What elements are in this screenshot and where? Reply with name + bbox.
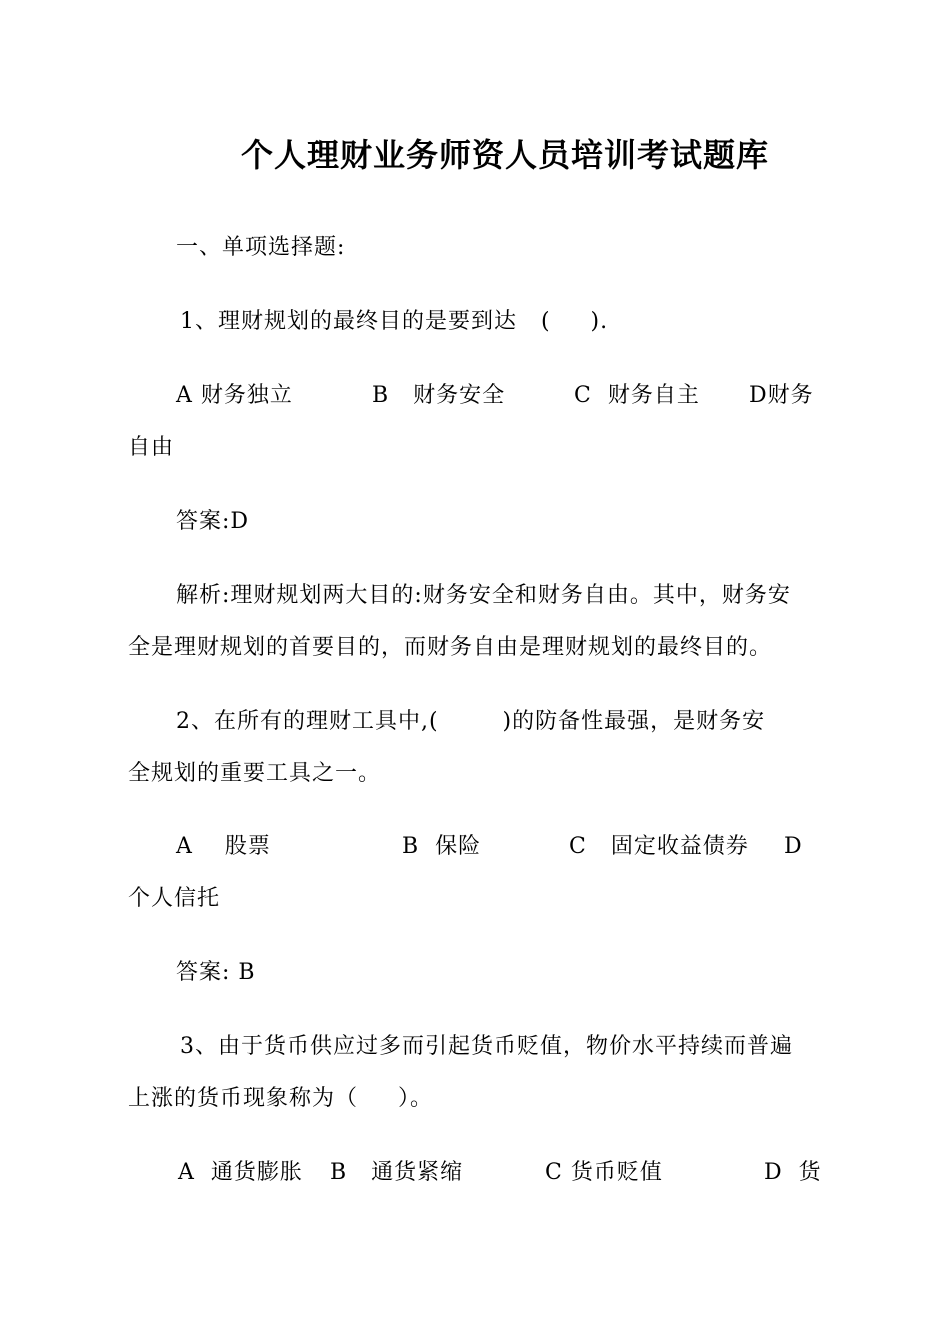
question-3-stem-line-2: 上涨的货币现象称为（ ）。 xyxy=(128,1086,433,1111)
question-2-option-a: A 股票 xyxy=(176,834,271,859)
question-1-option-b: B 财务安全 xyxy=(372,383,506,408)
document-title: 个人理财业务师资人员培训考试题库 xyxy=(240,136,769,174)
question-1-analysis-line-1: 解析:理财规划两大目的:财务安全和财务自由。其中，财务安 xyxy=(176,583,791,608)
question-2-stem-line-1: 2、在所有的理财工具中,( )的防备性最强，是财务安 xyxy=(176,709,766,734)
question-3-option-c: C 货币贬值 xyxy=(545,1160,663,1185)
question-1-analysis-line-2: 全是理财规划的首要目的，而财务自由是理财规划的最终目的。 xyxy=(128,635,773,660)
question-3-option-d: D 货 xyxy=(764,1160,822,1185)
section-heading: 一、单项选择题: xyxy=(176,235,346,260)
question-2-answer: 答案: B xyxy=(176,960,256,985)
question-2-option-d: D xyxy=(784,834,803,859)
question-2-option-d-continued: 个人信托 xyxy=(128,886,221,911)
question-1-option-c: C 财务自主 xyxy=(574,383,700,408)
question-1-option-d: D财务 xyxy=(749,383,814,408)
question-1-option-d-continued: 自由 xyxy=(128,435,175,460)
question-1-stem: 1、理财规划的最终目的是要到达 ( ). xyxy=(180,309,609,334)
question-2-option-b: B 保险 xyxy=(402,834,482,859)
question-1-option-a: A 财务独立 xyxy=(176,383,293,408)
question-3-option-b: B 通货紧缩 xyxy=(330,1160,464,1185)
question-2-option-c: C 固定收益债券 xyxy=(569,834,749,859)
question-1-answer: 答案:D xyxy=(176,509,250,534)
question-2-stem-line-2: 全规划的重要工具之一。 xyxy=(128,761,382,786)
question-3-option-a: A 通货膨胀 xyxy=(178,1160,303,1185)
question-3-stem-line-1: 3、由于货币供应过多而引起货币贬值，物价水平持续而普遍 xyxy=(180,1034,793,1059)
